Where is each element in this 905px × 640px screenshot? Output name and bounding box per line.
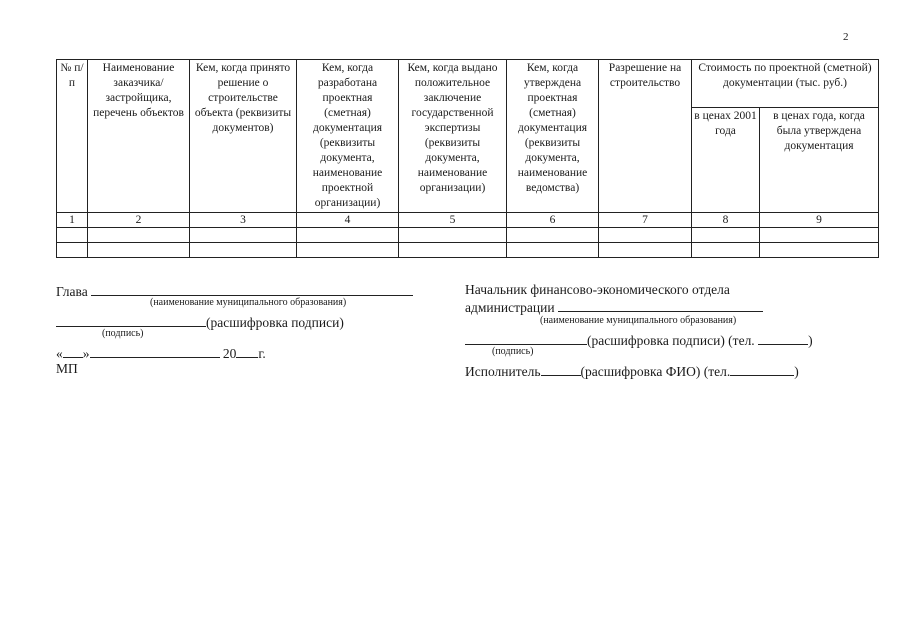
column-numbers-row xyxy=(57,213,879,228)
executor-phone-blank xyxy=(730,362,794,376)
empty-cell xyxy=(190,228,297,243)
empty-cell xyxy=(507,228,599,243)
header-customer: Наименование заказчика/ застройщика, перечень объектов xyxy=(88,60,190,213)
table-row xyxy=(57,243,879,258)
head-label: Глава xyxy=(56,284,88,299)
column-number: 4 xyxy=(297,213,399,228)
empty-cell xyxy=(760,243,879,258)
head-name-blank xyxy=(91,282,413,296)
empty-cell xyxy=(692,243,760,258)
executor-label: Исполнитель xyxy=(465,364,541,379)
signature-caption-right: (подпись) xyxy=(492,346,534,357)
executor-signature-blank xyxy=(541,362,581,376)
header-design: Кем, когда разработана проектная (сметная) документация (реквизиты документа, наименование проектной организации) xyxy=(297,60,399,213)
signature-blank-left xyxy=(56,313,206,327)
header-cost-approval-year: в ценах года, когда была утверждена документация xyxy=(760,107,879,212)
month-blank xyxy=(90,344,220,358)
finance-head-title: Начальник финансово-экономического отдела xyxy=(465,282,730,297)
header-expertise: Кем, когда выдано положительное заключение государственной экспертизы (реквизиты документа, наименование организации) xyxy=(399,60,507,213)
empty-cell xyxy=(692,228,760,243)
header-row xyxy=(57,60,879,108)
header-cost-group: Стоимость по проектной (сметной) документации (тыс. руб.) xyxy=(692,60,879,108)
header-decision: Кем, когда принято решение о строительстве объекта (реквизиты документов) xyxy=(190,60,297,213)
signature-caption-left: (подпись) xyxy=(102,328,144,339)
empty-cell xyxy=(297,228,399,243)
administration-label: администрации xyxy=(465,300,555,315)
date-quote-close: » xyxy=(82,346,90,361)
column-number: 5 xyxy=(399,213,507,228)
column-number: 3 xyxy=(190,213,297,228)
decipher-label-left: (расшифровка подписи) xyxy=(206,315,344,330)
close-paren-right: ) xyxy=(808,333,813,348)
column-number: 2 xyxy=(88,213,190,228)
empty-cell xyxy=(599,228,692,243)
municipality-caption-right: (наименование муниципального образования) xyxy=(540,315,737,326)
empty-cell xyxy=(297,243,399,258)
year-prefix: 20 xyxy=(222,346,237,361)
header-permit: Разрешение на строительство xyxy=(599,60,692,213)
empty-cell xyxy=(760,228,879,243)
table-row xyxy=(57,228,879,243)
column-number: 6 xyxy=(507,213,599,228)
municipality-caption-left: (наименование муниципального образования) xyxy=(150,297,347,308)
signature-blank-right xyxy=(465,331,587,345)
empty-cell xyxy=(57,243,88,258)
empty-cell xyxy=(507,243,599,258)
empty-cell xyxy=(399,243,507,258)
year-suffix: г. xyxy=(258,346,266,361)
administration-blank xyxy=(558,298,763,312)
page-number: 2 xyxy=(843,31,849,43)
phone-blank-right xyxy=(758,331,808,345)
date-line xyxy=(56,344,266,362)
empty-cell xyxy=(599,243,692,258)
empty-cell xyxy=(57,228,88,243)
empty-cell xyxy=(88,228,190,243)
objects-table xyxy=(56,59,879,258)
day-blank xyxy=(63,344,83,358)
header-cost-2001: в ценах 2001 года xyxy=(692,107,760,212)
empty-cell xyxy=(399,228,507,243)
empty-cell xyxy=(190,243,297,258)
decipher-label-right: (расшифровка подписи) (тел. xyxy=(587,333,755,348)
executor-close-paren: ) xyxy=(794,364,799,379)
header-approval: Кем, когда утверждена проектная (сметная) документация (реквизиты документа, наименование ведомства) xyxy=(507,60,599,213)
column-number: 1 xyxy=(57,213,88,228)
administration-line xyxy=(465,298,763,316)
column-number: 7 xyxy=(599,213,692,228)
year-blank xyxy=(236,344,258,358)
column-number: 9 xyxy=(760,213,879,228)
column-number: 8 xyxy=(692,213,760,228)
seal-label: МП xyxy=(56,361,78,376)
empty-cell xyxy=(88,243,190,258)
head-decipher-line xyxy=(56,313,344,331)
executor-decipher-label: (расшифровка ФИО) (тел. xyxy=(580,364,731,379)
date-quote-open: « xyxy=(56,346,63,361)
header-number: № п/п xyxy=(57,60,88,213)
executor-line xyxy=(465,362,799,380)
